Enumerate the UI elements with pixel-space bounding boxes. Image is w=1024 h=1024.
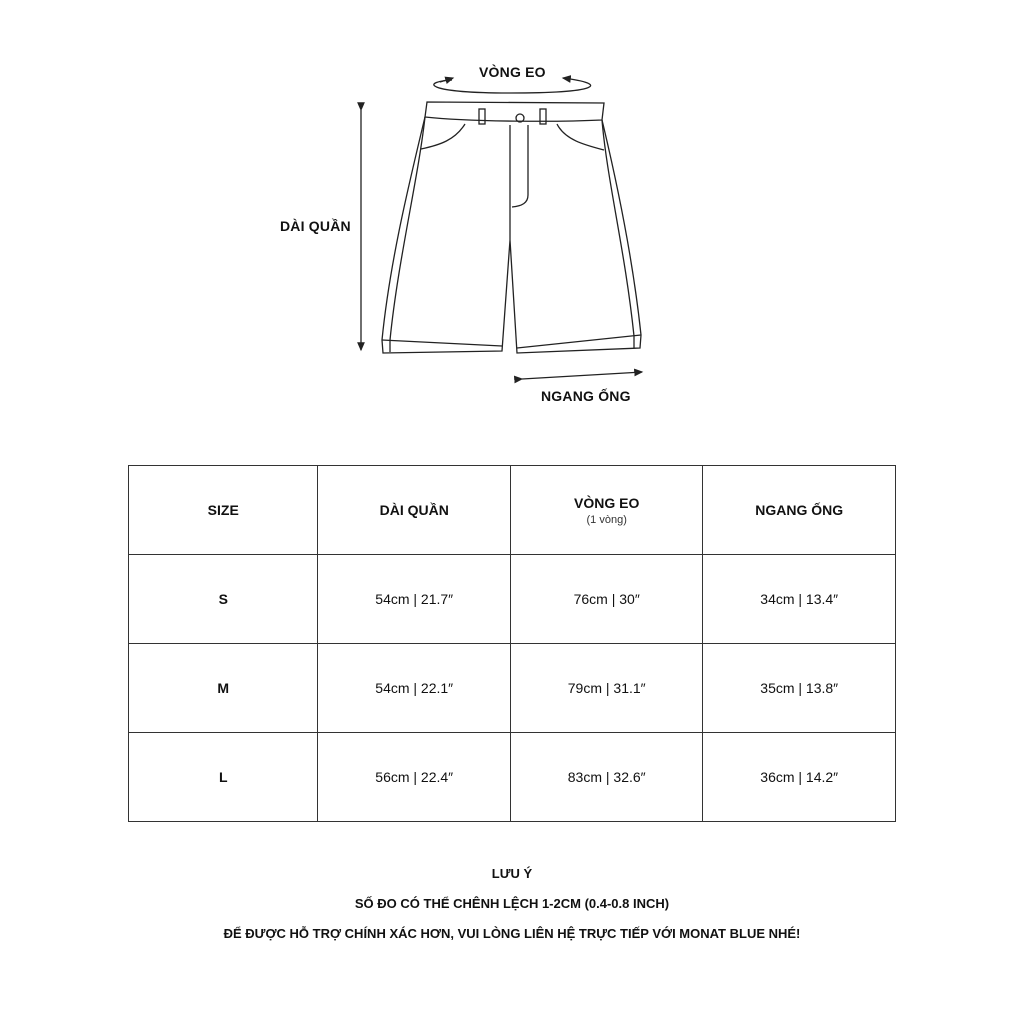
header-text: DÀI QUẦN [379, 502, 449, 518]
cell-waist: 79cm | 31.1″ [510, 644, 702, 733]
header-text: NGANG ỐNG [755, 502, 844, 518]
header-waist [510, 466, 702, 555]
header-leg-opening [703, 466, 896, 555]
cell-size: M [129, 644, 318, 733]
table-row [129, 733, 896, 822]
waist-arrow-icon [434, 78, 591, 93]
cell-waist: 83cm | 32.6″ [510, 733, 702, 822]
cell-length: 54cm | 21.7″ [318, 555, 510, 644]
waist-label: VÒNG EO [479, 64, 546, 80]
cell-size: L [129, 733, 318, 822]
cell-size: S [129, 555, 318, 644]
notes [0, 866, 1024, 956]
table-row [129, 555, 896, 644]
length-label: DÀI QUẦN [280, 218, 351, 234]
cell-leg-opening: 36cm | 14.2″ [703, 733, 896, 822]
notes-line-1: SỐ ĐO CÓ THỂ CHÊNH LỆCH 1-2CM (0.4-0.8 INCH) [354, 896, 670, 911]
cell-length: 54cm | 22.1″ [318, 644, 510, 733]
cell-leg-opening: 35cm | 13.8″ [703, 644, 896, 733]
size-table [128, 465, 896, 822]
cell-leg-opening: 34cm | 13.4″ [703, 555, 896, 644]
header-text: VÒNG EO [574, 494, 640, 511]
header-text: SIZE [207, 502, 239, 518]
table-header-row [129, 466, 896, 555]
table-row [129, 644, 896, 733]
cell-length: 56cm | 22.4″ [318, 733, 510, 822]
header-subtext: (1 vòng) [586, 513, 627, 526]
leg-opening-label: NGANG ỐNG [541, 388, 631, 404]
notes-line-2: ĐỂ ĐƯỢC HỖ TRỢ CHÍNH XÁC HƠN, VUI LÒNG LIÊN HỆ TRỰC TIẾP VỚI MONAT BLUE NHÉ! [223, 926, 801, 941]
header-length [318, 466, 510, 555]
leg-opening-arrow-icon [522, 372, 642, 379]
notes-title: LƯU Ý [491, 866, 533, 881]
cell-waist: 76cm | 30″ [510, 555, 702, 644]
header-size [129, 466, 318, 555]
